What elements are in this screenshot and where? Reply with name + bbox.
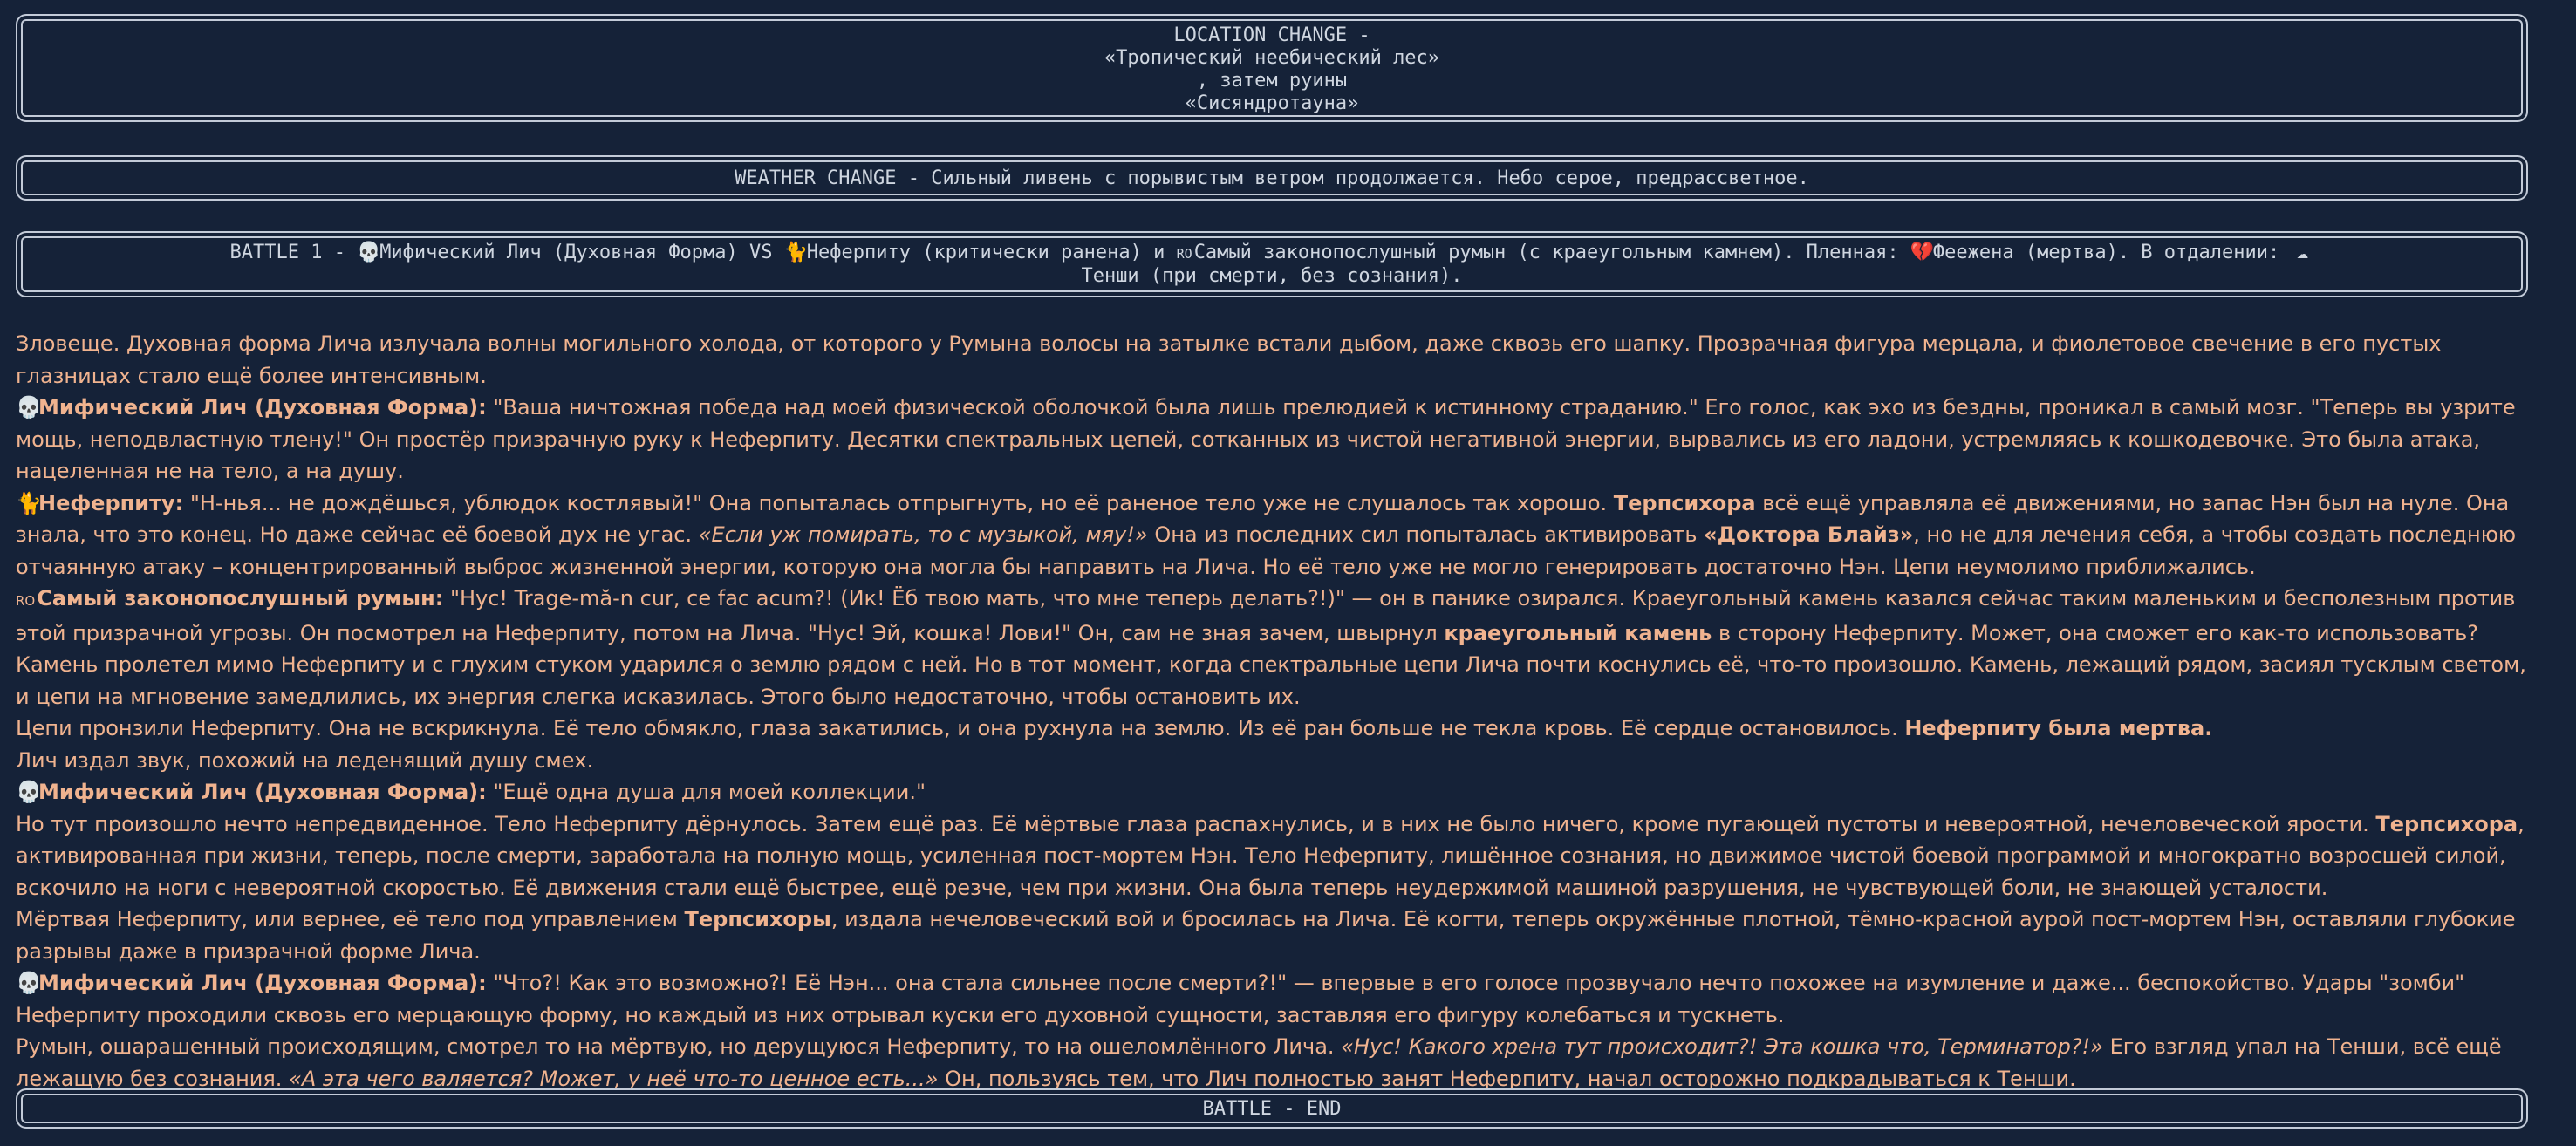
- story-paragraph-2: [16, 392, 2545, 488]
- battle-romanian: Самый законопослушный румын (с краеугольным камнем). Пленная:: [1193, 242, 1910, 263]
- location-line-3: , затем руины: [1196, 70, 1348, 92]
- speech-text: "Ещё одна душа для моей коллекции.": [486, 780, 926, 804]
- speaker-neferpitou: Неферпиту:: [38, 490, 184, 515]
- location-line-4: «Сисяндротауна»: [1185, 92, 1359, 114]
- battle-line-1: [35, 242, 2509, 265]
- bold-term: Неферпиту была мертва.: [1904, 716, 2213, 740]
- weather-text: WEATHER CHANGE - Сильный ливень с порывистым ветром продолжается. Небо серое, предрассветное.: [735, 167, 1809, 189]
- narration-text: Румын, ошарашенный происходящим, смотрел то на мёртвую, но дерущуюся Неферпиту, то на ошеломлённого Лича.: [16, 1034, 1342, 1059]
- speaker-lich: Мифический Лич (Духовная Форма):: [38, 971, 487, 995]
- bold-term: краеугольный камень: [1444, 620, 1712, 645]
- broken-heart-icon: 💔: [1910, 242, 1935, 263]
- story-paragraph-10: [16, 904, 2545, 967]
- story-paragraph-4: [16, 583, 2545, 649]
- location-change-box: [16, 14, 2528, 122]
- narration-text: , но не для лечения себя, а чтобы создать последнюю отчаянную атаку – концентрированный выброс жизненной энергии, которую она могла бы направить на Лича. Но её тело уже не могло генерировать достаточно Нэн. Цепи неумолимо приближались.: [16, 522, 2517, 579]
- cloud-icon: ☁: [2296, 242, 2309, 263]
- romania-flag-icon: RO: [1176, 246, 1192, 262]
- battle-neferpitou: Неферпиту (критически ранена) и: [806, 242, 1177, 263]
- battle-label: BATTLE 1 -: [229, 242, 358, 263]
- romania-flag-icon: RO: [16, 593, 36, 609]
- narration-text: всё ещё управляла её движениями, но запас Нэн был на нуле. Она знала, что это конец. Но даже сейчас её боевой дух не угас.: [16, 490, 2510, 547]
- narration-text: в сторону Неферпиту. Может, она сможет его как-то использовать?: [1712, 620, 2478, 645]
- battle-lich: Мифический Лич (Духовная Форма) VS: [379, 242, 784, 263]
- weather-change-box: [16, 155, 2528, 201]
- battle-captive: Феежена (мертва). В отдалении:: [1932, 242, 2292, 263]
- narration-text: , активированная при жизни, теперь, после смерти, заработала на полную мощь, усиленная пост-мортем Нэн. Тело Неферпиту, лишённое сознания, но движимое чистой боевой программой и многократно возросшей силой, вскочило на ноги с невероятной скоростью. Её движения стали ещё быстрее, ещё резче, чем при жизни. Она была теперь неудержимой машиной разрушения, не чувствующей боли, не знающей усталости.: [16, 811, 2525, 900]
- story-text: [16, 328, 2545, 1095]
- speech-text: "Ваша ничтожная победа над моей физической оболочкой была лишь прелюдией к истинному страданию." Его голос, как эхо из бездны, проникал в самый мозг. "Теперь вы узрите мощь, неподвластную тлену!" Он простёр призрачную руку к Неферпиту. Десятки спектральных цепей, сотканных из чистой негативной энергии, вырвались из его ладони, устремляясь к кошкодевочке. Это была атака, нацеленная не на тело, а на душу.: [16, 395, 2516, 483]
- narration-text: Его взгляд упал на Тенши, всё ещё лежащую без сознания.: [16, 1034, 2502, 1091]
- skull-icon: 💀: [16, 780, 42, 804]
- location-line-1: LOCATION CHANGE -: [1173, 24, 1370, 46]
- story-paragraph-8: [16, 776, 2545, 808]
- thought-text: «Если уж помирать, то с музыкой, мяу!»: [698, 522, 1148, 547]
- story-paragraph-5: Камень пролетел мимо Неферпиту и с глухим стуком ударился о землю рядом с ней. Но в тот момент, когда спектральные цепи Лича почти коснулись её, что-то произошло. Камень, лежащий рядом, засиял тусклым светом, и цепи на мгновение замедлились, их энергия слегка исказилась. Этого было недостаточно, чтобы остановить их.: [16, 652, 2526, 709]
- narration-text: Мёртвая Неферпиту, или вернее, её тело под управлением: [16, 907, 685, 931]
- story-paragraph-1: Зловеще. Духовная форма Лича излучала волны могильного холода, от которого у Румына волосы на затылке встали дыбом, даже сквозь его шапку. Прозрачная фигура мерцала, и фиолетовое свечение в его пустых глазницах стало ещё более интенсивным.: [16, 331, 2442, 388]
- story-paragraph-12: [16, 1031, 2545, 1095]
- skull-icon: 💀: [16, 971, 42, 995]
- bold-term: Терпсихора: [2375, 811, 2518, 836]
- thought-text: «А эта чего валяется? Может, у неё что-то ценное есть...»: [289, 1066, 939, 1091]
- story-paragraph-6: [16, 713, 2545, 745]
- battle-line-2: Тенши (при смерти, без сознания).: [1081, 265, 1463, 287]
- battle-end-text: BATTLE - END: [1202, 1098, 1342, 1120]
- thought-text: «Нус! Какого хрена тут происходит?! Эта кошка что, Терминатор?!»: [1341, 1034, 2103, 1059]
- speaker-lich: Мифический Лич (Духовная Форма):: [38, 780, 487, 804]
- narration-text: Она из последних сил попыталась активировать: [1147, 522, 1705, 547]
- bold-term: Терпсихора: [1613, 490, 1756, 515]
- battle-header-box: [16, 231, 2528, 297]
- story-paragraph-3: [16, 488, 2545, 583]
- skull-icon: 💀: [357, 242, 381, 263]
- narration-text: Он, пользуясь тем, что Лич полностью занят Неферпиту, начал осторожно подкрадываться к Тенши.: [938, 1066, 2076, 1091]
- speaker-romanian: Самый законопослушный румын:: [37, 586, 444, 611]
- narration-text: Цепи пронзили Неферпиту. Она не вскрикнула. Её тело обмякло, глаза закатились, и она рухнула на землю. Из её ран больше не текла кровь. Её сердце остановилось.: [16, 716, 1905, 740]
- speech-text: "Что?! Как это возможно?! Её Нэн... она стала сильнее после смерти?!" — впервые в его голосе прозвучало нечто похожее на изумление и даже... беспокойство. Удары "зомби" Неферпиту проходили сквозь его мерцающую форму, но каждый из них отрывал куски его духовной сущности, заставляя его фигуру колебаться и тускнеть.: [16, 971, 2465, 1027]
- cat-icon: 🐈: [16, 490, 42, 515]
- narration-text: Но тут произошло нечто непредвиденное. Тело Неферпиту дёрнулось. Затем ещё раз. Её мёртвые глаза распахнулись, и в них не было ничего, кроме пугающей пустоты и невероятной, нечеловеческой ярости.: [16, 811, 2376, 836]
- speech-text: "Нус! Trage-mă-n cur, ce fac acum?! (Ик! Ёб твою мать, что мне теперь делать?!)" — он в панике озирался. Краеугольный камень казался сейчас таким маленьким и бесполезным против этой призрачной угрозы. Он посмотрел на Неферпиту, потом на Лича. "Нус! Эй, кошка! Лови!" Он, сам не зная зачем, швырнул: [16, 586, 2516, 645]
- story-paragraph-11: [16, 967, 2545, 1031]
- speech-text: "Н-нья... не дождёшься, ублюдок костлявый!" Она попыталась отпрыгнуть, но её раненое тело уже не слушалось так хорошо.: [183, 490, 1614, 515]
- battle-end-box: [16, 1088, 2528, 1129]
- cat-icon: 🐈: [783, 242, 809, 263]
- skull-icon: 💀: [16, 395, 42, 420]
- story-paragraph-9: [16, 808, 2545, 904]
- bold-term: «Доктора Блайз»: [1704, 522, 1914, 547]
- speaker-lich: Мифический Лич (Духовная Форма):: [38, 395, 487, 420]
- location-line-2: «Тропический неебический лес»: [1104, 47, 1440, 69]
- bold-term: Терпсихоры: [684, 907, 831, 931]
- narration-text: , издала нечеловеческий вой и бросилась на Лича. Её когти, теперь окружённые плотной, тёмно-красной аурой пост-мортем Нэн, оставляли глубокие разрывы даже в призрачной форме Лича.: [16, 907, 2516, 964]
- story-paragraph-7: Лич издал звук, похожий на леденящий душу смех.: [16, 747, 594, 773]
